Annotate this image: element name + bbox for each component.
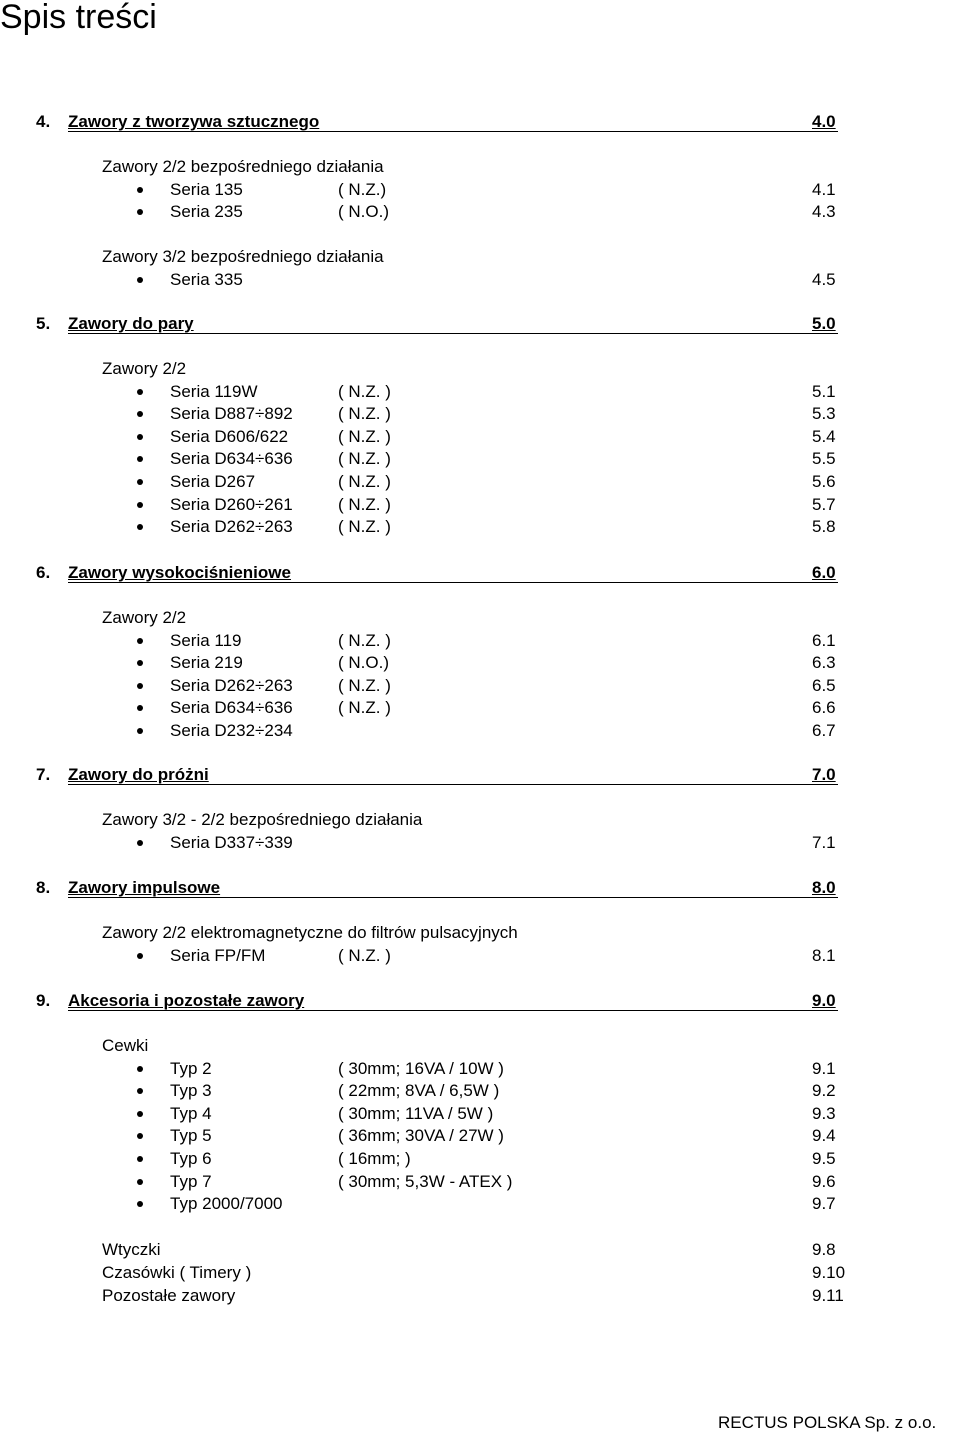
item-note: ( N.Z. ) — [338, 426, 391, 446]
item-note: ( N.Z. ) — [338, 517, 391, 537]
item-name: Seria 235 — [170, 202, 243, 222]
item-page-number: 5.5 — [812, 449, 836, 469]
extra-item-title: Czasówki ( Timery ) — [102, 1263, 252, 1282]
item-page-number: 4.5 — [812, 270, 836, 289]
item-page-number: 6.3 — [812, 653, 836, 673]
group-title: Zawory 2/2 elektromagnetyczne do filtrów pulsacyjnych — [102, 923, 518, 942]
footer-company: RECTUS POLSKA Sp. z o.o. — [718, 1413, 937, 1432]
section-page-number: 6.0 — [812, 563, 836, 582]
item-page-number: 5.8 — [812, 517, 836, 537]
bullet-icon — [137, 953, 143, 959]
section-rule — [68, 784, 838, 785]
item-name: Seria D267 — [170, 472, 256, 491]
item-name: Seria 119W — [170, 381, 258, 401]
bullet-icon — [137, 479, 143, 485]
bullet-icon — [137, 502, 143, 508]
item-name: Typ 4 — [170, 1103, 212, 1123]
bullet-icon — [137, 1156, 143, 1162]
bullet-icon — [137, 1088, 143, 1094]
item-page-number: 5.3 — [812, 404, 836, 424]
item-name: Typ 2 — [170, 1058, 212, 1078]
section-title: Zawory do próżni — [68, 765, 209, 784]
item-page-number: 9.7 — [812, 1194, 836, 1214]
item-name: Seria 219 — [170, 653, 243, 673]
item-name: Seria D337÷339 — [170, 832, 293, 852]
section-title: Zawory do pary — [68, 314, 194, 333]
bullet-icon — [137, 187, 143, 193]
section-number: 9. — [36, 991, 51, 1010]
item-note: ( N.Z. ) — [338, 404, 391, 424]
item-page-number: 5.1 — [812, 381, 836, 401]
item-name: Seria FP/FM — [170, 945, 266, 965]
bullet-icon — [137, 389, 143, 395]
item-note: ( 36mm; 30VA / 27W ) — [338, 1126, 504, 1146]
bullet-icon — [137, 1111, 143, 1117]
item-name: Seria 119 — [170, 630, 242, 650]
bullet-icon — [137, 209, 143, 215]
page-title: Spis treści — [0, 0, 157, 36]
item-page-number: 6.7 — [812, 721, 836, 740]
item-note: ( N.Z. ) — [338, 675, 391, 695]
item-note: ( N.Z.) — [338, 179, 387, 199]
item-name: Typ 3 — [170, 1081, 212, 1101]
item-page-number: 9.6 — [812, 1171, 836, 1191]
section-number: 8. — [36, 878, 51, 897]
section-number: 7. — [36, 765, 51, 784]
section-title: Zawory wysokociśnieniowe — [68, 563, 291, 582]
item-page-number: 4.3 — [812, 202, 836, 222]
item-name: Typ 5 — [170, 1126, 212, 1146]
bullet-icon — [137, 638, 143, 644]
item-page-number: 7.1 — [812, 832, 836, 852]
item-page-number: 6.5 — [812, 675, 836, 695]
bullet-icon — [137, 728, 143, 734]
group-title: Zawory 3/2 - 2/2 bezpośredniego działania — [102, 810, 423, 829]
bullet-icon — [137, 683, 143, 689]
item-note: ( 30mm; 16VA / 10W ) — [338, 1058, 504, 1078]
section-page-number: 7.0 — [812, 765, 836, 784]
bullet-icon — [137, 1066, 143, 1072]
item-note: ( N.Z. ) — [338, 381, 391, 401]
item-note: ( N.Z. ) — [338, 945, 391, 965]
section-title: Zawory impulsowe — [68, 878, 221, 897]
group-title: Zawory 2/2 bezpośredniego działania — [102, 157, 384, 176]
item-page-number: 8.1 — [812, 945, 836, 965]
item-page-number: 9.1 — [812, 1058, 836, 1078]
bullet-icon — [137, 524, 143, 530]
section-title: Akcesoria i pozostałe zawory — [68, 991, 305, 1010]
item-name: Seria D887÷892 — [170, 404, 293, 424]
bullet-icon — [137, 1179, 143, 1185]
item-page-number: 9.5 — [812, 1149, 836, 1168]
bullet-icon — [137, 840, 143, 846]
section-rule — [68, 1010, 838, 1011]
item-note: ( 16mm; ) — [338, 1149, 411, 1168]
group-title: Zawory 2/2 — [102, 359, 187, 378]
section-page-number: 9.0 — [812, 991, 836, 1010]
item-name: Seria D262÷263 — [170, 675, 293, 695]
item-name: Typ 2000/7000 — [170, 1194, 283, 1214]
item-note: ( N.Z. ) — [338, 449, 391, 469]
item-page-number: 4.1 — [812, 179, 836, 199]
item-name: Seria D606/622 — [170, 426, 289, 446]
section-rule — [68, 333, 838, 334]
section-page-number: 4.0 — [812, 112, 836, 131]
group-title: Cewki — [102, 1036, 149, 1055]
extra-item-page-number: 9.8 — [812, 1240, 836, 1260]
bullet-icon — [137, 277, 143, 283]
section-title: Zawory z tworzywa sztucznego — [68, 112, 320, 131]
extra-item-page-number: 9.10 — [812, 1263, 846, 1282]
item-page-number: 5.7 — [812, 494, 836, 514]
section-rule — [68, 131, 838, 132]
bullet-icon — [137, 434, 143, 440]
item-name: Seria D634÷636 — [170, 449, 293, 469]
bullet-icon — [137, 1133, 143, 1139]
bullet-icon — [137, 411, 143, 417]
item-page-number: 5.4 — [812, 426, 836, 446]
item-name: Seria 335 — [170, 270, 243, 289]
bullet-icon — [137, 705, 143, 711]
group-title: Zawory 2/2 — [102, 608, 187, 627]
section-rule — [68, 582, 838, 583]
item-note: ( N.O.) — [338, 653, 389, 673]
item-name: Typ 6 — [170, 1149, 212, 1168]
item-note: ( N.Z. ) — [338, 630, 391, 650]
item-note: ( N.Z. ) — [338, 494, 391, 514]
item-page-number: 6.6 — [812, 698, 836, 718]
item-name: Seria D260÷261 — [170, 494, 293, 514]
section-number: 6. — [36, 563, 51, 582]
item-name: Seria D232÷234 — [170, 721, 293, 740]
section-number: 4. — [36, 112, 51, 131]
item-page-number: 5.6 — [812, 472, 836, 491]
item-page-number: 9.2 — [812, 1081, 836, 1101]
bullet-icon — [137, 660, 143, 666]
item-note: ( 30mm; 11VA / 5W ) — [338, 1103, 494, 1123]
item-name: Seria D634÷636 — [170, 698, 293, 718]
item-page-number: 9.3 — [812, 1103, 836, 1123]
item-note: ( N.O.) — [338, 202, 389, 222]
item-name: Typ 7 — [170, 1171, 212, 1191]
section-rule — [68, 897, 838, 898]
item-page-number: 9.4 — [812, 1126, 836, 1146]
extra-item-page-number: 9.11 — [812, 1285, 844, 1305]
extra-item-title: Pozostałe zawory — [102, 1285, 236, 1305]
item-name: Seria 135 — [170, 179, 243, 199]
section-number: 5. — [36, 314, 51, 333]
bullet-icon — [137, 1201, 143, 1207]
section-page-number: 8.0 — [812, 878, 836, 897]
item-note: ( 30mm; 5,3W - ATEX ) — [338, 1171, 513, 1191]
item-note: ( 22mm; 8VA / 6,5W ) — [338, 1081, 500, 1101]
extra-item-title: Wtyczki — [102, 1240, 161, 1260]
item-page-number: 6.1 — [812, 630, 836, 650]
bullet-icon — [137, 456, 143, 462]
item-note: ( N.Z. ) — [338, 698, 391, 718]
group-title: Zawory 3/2 bezpośredniego działania — [102, 247, 384, 267]
item-name: Seria D262÷263 — [170, 517, 293, 537]
section-page-number: 5.0 — [812, 314, 836, 333]
item-note: ( N.Z. ) — [338, 472, 391, 491]
